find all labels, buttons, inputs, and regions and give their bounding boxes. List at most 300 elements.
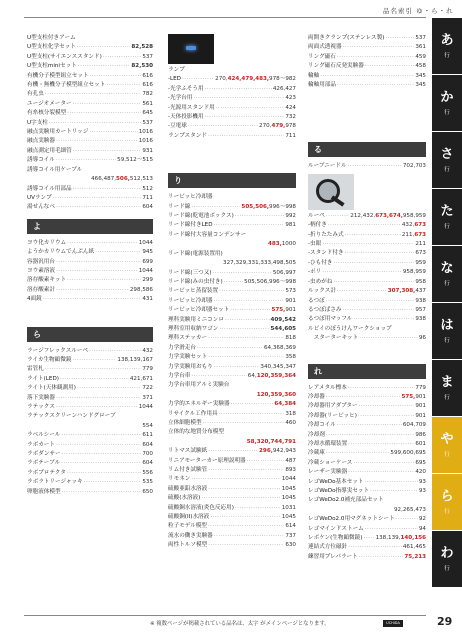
entry-pages: 561 [142,100,153,107]
entry-pages: 599,600,695 [390,450,426,457]
entry-name: 力学的エネルギー実験器 [168,401,230,408]
entry-name: U型支柱化学セット [27,44,76,51]
index-entry [168,325,296,334]
index-entry [308,334,426,343]
index-entry [168,122,296,131]
entry-name: 湯せんなべ [27,204,55,211]
entry-name: リービッヒ蒸留装置 [168,288,219,295]
entry-pages: 575,901 [401,393,426,400]
dot-leader [358,412,414,421]
entry-pages: 94 [418,525,426,532]
entry-list-ri [168,193,296,550]
entry-pages: 614 [285,523,296,530]
entry-name: U型支柱miniセット [27,63,77,70]
entry-name: ルビイのぼうけんワークショップ [308,325,392,332]
index-entry [27,394,153,403]
dot-leader [326,212,349,221]
index-nav: ゆ・ら・れ [416,7,454,15]
dot-leader [67,276,141,285]
dot-leader [191,372,246,381]
entry-name: -LED [168,76,181,83]
entry-list-ru [308,162,426,171]
dot-leader [78,62,131,71]
entry-name: レゴWeDo2.0補充部品セット [308,497,384,504]
entry-pages: 426,427 [272,85,296,92]
entry-pages: 604 [142,460,153,467]
dot-leader [106,81,141,90]
kana-tab-label: な [440,260,454,276]
entry-pages: 298,586 [129,286,153,293]
entry-pages: 1031 [281,504,296,511]
index-entry [308,287,426,296]
dot-leader [56,441,141,450]
entry-pages: 64,120,359,364 [247,372,296,379]
entry-name: 溶存酸素計 [27,286,55,293]
dot-leader [214,363,260,372]
entry-name: リード線付きLED [168,222,213,229]
index-entry [27,441,153,450]
entry-name: ラテックスクリーンハンドグローブ [27,413,116,420]
index-entry [168,447,296,456]
index-entry [168,113,296,122]
dot-leader [214,297,285,306]
entry-name: ラテックス [27,404,55,410]
index-entry [308,278,426,287]
entry-name: ライカ生物顕微鏡 [27,356,72,363]
index-entry [168,466,296,475]
entry-pages: 432 [142,347,153,354]
entry-name: リニアモーターカー原理説明器 [168,457,246,464]
dot-leader [208,466,284,475]
index-entry [168,522,296,531]
entry-pages: 645 [142,110,153,117]
entry-name: ライト(天体観測用) [27,385,76,392]
dot-leader [60,375,129,384]
entry-name: U型支柱(サイエンススタンド) [27,53,102,60]
dot-leader [396,515,418,524]
entry-name: 理科ステッカー [168,335,208,342]
entry-list-lamp [168,75,296,131]
dot-leader [214,221,285,230]
entry-pages: 58,320,744,791 [246,438,296,445]
entry-name: リービッヒ冷却器セット [168,307,230,314]
index-entry [168,85,296,94]
dot-leader [73,100,142,109]
entry-name: レゴWeDo基本セット [308,478,364,485]
index-entry [27,43,153,52]
index-entry [168,316,296,325]
entry-pages: 616 [142,82,153,89]
dot-leader [359,402,415,411]
index-entry [168,104,296,113]
entry-pages: 537 [142,119,153,126]
index-entry [308,62,426,71]
entry-name: ラベルシール [27,432,61,439]
entry-pages: 361 [415,44,426,51]
section-header-ri: り [168,173,296,188]
dot-leader [348,440,414,449]
entry-name: 冷却剤 [308,431,325,438]
entry-name: リング磁石反発実験器 [308,63,364,70]
index-entry [308,259,426,268]
entry-pages: 307,308,437 [387,288,426,295]
dot-leader [345,249,415,258]
dot-leader [77,43,131,52]
kana-tab-7[interactable] [432,360,462,417]
kana-tab-suffix: 行 [444,565,450,572]
entry-name: -虫めがね [308,278,333,285]
dot-leader [359,553,404,562]
entry-name: 硫酸(水溶液) [168,495,201,502]
dot-leader [56,394,141,403]
kana-tab-suffix: 行 [444,508,450,515]
column-1 [27,34,153,497]
entry-pages: 1044 [138,404,153,410]
kana-tab-1[interactable] [432,18,462,75]
dot-leader [328,221,401,230]
dot-leader [353,459,414,468]
dot-leader [353,315,414,324]
entry-pages: 64,368,369 [263,344,296,351]
index-entry [27,81,153,90]
entry-name: リード線付大容量コンデンサー [168,231,247,238]
entry-name: 冷却水循環装置 [308,440,348,447]
entry-list-ryo [308,34,426,90]
entry-name: スターターキット [308,335,359,342]
entry-name: 輪軸用部品 [308,82,336,89]
entry-name: -虫眼 [308,241,322,248]
entry-name: ランプスタンド [168,132,207,139]
entry-name: UVランプ [27,194,52,201]
entry-name: 硫酸銅(II)水溶液 [168,514,210,521]
entry-pages: 1045 [281,485,296,492]
dot-leader [89,347,141,356]
index-entry [27,119,153,128]
dot-leader [337,81,414,90]
index-entry [27,422,153,431]
index-entry [168,240,296,249]
dot-leader [322,240,414,249]
kana-tab-label: か [440,89,454,105]
entry-name: 融点実験用カートリッジ [27,129,89,136]
index-entry [308,534,426,543]
index-entry [168,494,296,503]
kana-side-tabs [432,18,462,588]
index-entry [168,541,296,550]
dot-leader [337,287,387,296]
dot-leader [84,478,142,487]
footer-note: ※ 複数ページが掲載されている品名は、太字 がメインページとなります。 [150,621,330,627]
index-entry [168,410,296,419]
entry-name: 卵胞液体模型 [27,488,61,495]
entry-pages: 779 [415,384,426,391]
dot-leader [77,384,141,393]
dot-leader [201,494,280,503]
entry-pages: 461,465 [402,544,426,551]
entry-name: ルーブニードル [308,163,347,170]
dot-leader [49,119,141,128]
index-entry [27,431,153,440]
index-entry [308,306,426,315]
dot-leader [348,543,402,552]
kana-tab-5[interactable] [432,246,462,303]
entry-pages: 901 [415,412,426,419]
index-entry [308,421,426,430]
entry-pages: 64,384 [274,401,296,408]
index-entry [27,488,153,497]
entry-name: レボケン(生物顕微鏡) [308,535,363,542]
entry-pages: 211,673 [401,231,426,238]
entry-name: -天体投影機用 [168,114,204,121]
entry-pages: 421,671 [129,375,153,382]
lamp-photo [168,34,214,64]
index-entry [27,137,153,146]
dot-leader [205,113,285,122]
entry-name: 冷蔵ショーケース [308,459,353,466]
dot-leader [62,450,142,459]
index-entry [168,334,296,343]
entry-name: リモネン [168,476,191,483]
entry-name: ヨウ素溶液 [27,267,55,274]
entry-name: 力学台車用アルミ実験台 [168,382,230,389]
index-entry [27,53,153,62]
entry-pages: 432,673 [401,222,426,229]
index-entry [168,391,296,400]
index-entry [308,297,426,306]
entry-name: 冷却器用アダプター [308,403,358,410]
dot-leader [326,431,415,440]
index-entry [168,513,296,522]
kana-tab-label: あ [440,32,454,48]
entry-name: 冷蔵庫 [308,450,325,457]
entry-name: 輪軸 [308,72,320,79]
entry-pages: 92 [418,516,426,523]
entry-name: ようかカリウムでんぷん紙 [27,249,95,256]
kana-tab-10[interactable] [432,531,462,588]
index-entry [27,72,153,81]
entry-name: 力学実験セット [168,354,208,361]
dot-leader [89,128,137,137]
index-entry [168,259,296,268]
entry-name: 4面鏡 [27,296,42,303]
entry-pages: 82,528 [131,44,153,51]
dot-leader [208,353,284,362]
index-entry [27,450,153,459]
entry-pages: 59,512〜515 [117,157,153,164]
entry-pages: 604 [142,441,153,448]
entry-pages: 512 [142,185,153,192]
entry-name: 力学滑走台 [168,344,196,351]
index-entry [27,347,153,356]
index-entry [168,438,296,447]
dot-leader [90,72,142,81]
index-header [383,6,454,15]
kana-tab-2[interactable] [432,75,462,132]
entry-name: ラボラトリージャッキ [27,479,83,486]
kana-tab-9[interactable] [432,474,462,531]
entry-pages: 138,139,167 [117,356,153,363]
entry-pages: 616 [142,72,153,79]
dot-leader [56,156,116,165]
entry-pages: 945 [142,249,153,256]
index-entry [168,94,296,103]
entry-pages: 299 [142,277,153,284]
entry-name: リード線(みの虫付き) [168,278,223,285]
entry-name: るつぼ用マッフル [308,316,353,323]
entry-name: -光学台用 [168,95,193,102]
index-entry [308,515,426,524]
entry-name: U字支柱 [27,119,48,126]
index-entry [308,525,426,534]
entry-list-yo [27,239,153,305]
entry-pages: 818 [285,335,296,342]
kana-tab-8[interactable] [432,417,462,474]
entry-name: リービッヒ冷却器 [168,297,213,304]
kana-tab-suffix: 行 [444,451,450,458]
kana-tab-suffix: 行 [444,166,450,173]
entry-name: るつぼ [308,297,325,304]
dot-leader [208,541,284,550]
entry-name: 誘導コイル用部品 [27,185,72,192]
entry-name: 理科室用収納ワゴン [168,325,219,332]
index-entry [168,457,296,466]
index-entry [308,221,426,230]
index-entry [27,90,153,99]
index-entry [168,419,296,428]
entry-name: 誘導コイル [27,157,55,164]
index-entry [27,356,153,365]
kana-tab-4[interactable] [432,189,462,246]
index-entry [27,375,153,384]
dot-leader [385,34,414,43]
entry-pages: 957 [415,306,426,313]
index-entry [168,278,296,287]
entry-pages: 483,1000 [267,241,296,248]
dot-leader [348,162,402,171]
index-entry [308,412,426,421]
kana-tab-suffix: 行 [444,109,450,116]
entry-name: 両面式透視器 [308,44,342,51]
entry-pages: 695 [415,459,426,466]
entry-pages: 505,506,996〜998 [241,203,296,210]
dot-leader [56,137,138,146]
dot-leader [45,365,142,374]
kana-tab-suffix: 行 [444,337,450,344]
dot-leader [210,513,281,522]
entry-pages: 270,479,978 [259,123,296,130]
index-entry [308,496,426,505]
entry-name: 連結式方位磁針 [308,544,348,551]
entry-name: 両性トルソ模型 [168,542,208,549]
index-entry [308,449,426,458]
dot-leader [203,419,285,428]
entry-pages: 711 [142,194,153,201]
index-entry [168,344,296,353]
entry-pages: 1044 [138,239,153,246]
entry-name: 力学台車 [168,372,191,379]
kana-tab-label: た [440,203,454,219]
kana-tab-suffix: 行 [444,280,450,287]
dot-leader [62,488,142,497]
kana-tab-suffix: 行 [444,223,450,230]
entry-pages: 611 [142,432,153,439]
kana-tab-label: さ [440,146,454,162]
index-entry [168,75,296,84]
dot-leader [45,90,142,99]
dot-leader [219,410,285,419]
index-entry [27,34,153,43]
entry-name: 融点測定用毛細管 [27,147,72,154]
entry-name: -折りたたみ式 [308,231,344,238]
entry-name: ライト(LED) [27,375,59,382]
index-entry [27,295,153,304]
entry-pages: 93 [418,488,426,494]
entry-pages: 544,605 [270,325,296,332]
dot-leader [326,393,401,402]
dot-leader [343,306,415,315]
section-header-ra: ら [27,327,153,342]
dot-leader [208,132,284,141]
dot-leader [333,259,414,268]
entry-name: ラボカート [27,441,55,448]
entry-pages: 537 [415,35,426,41]
dot-leader [345,231,401,240]
entry-name: 理科実験用ミニコンロ [168,316,224,323]
entry-name: 誘導コイル用ケーブル [27,166,83,173]
index-entry [308,72,426,81]
entry-pages: 487 [285,457,296,464]
dot-leader [370,487,418,496]
dot-leader [191,203,240,212]
entry-pages: 458 [415,63,426,70]
entry-pages: 92,265,473 [393,506,426,513]
dot-leader [231,400,274,409]
dot-leader [235,212,284,221]
index-entry [168,372,296,381]
loupe-photo [308,174,354,210]
dot-leader [61,459,141,468]
entry-pages: 604,709 [402,422,426,429]
entry-pages: 1044 [138,267,153,274]
entry-name: 練習用プレパラート [308,553,358,560]
kana-tab-label: は [440,317,454,333]
index-entry [168,306,296,315]
index-entry [308,384,426,393]
entry-name: ルックス計 [308,288,336,295]
entry-pages: 212,432,673,674,958,959 [350,212,426,219]
dot-leader [343,43,415,52]
dot-leader [197,344,263,353]
entry-name: 両開きクランプ(ステンレス製) [308,35,385,41]
index-entry [308,249,426,258]
index-entry [27,276,153,285]
kana-tab-6[interactable] [432,303,462,360]
entry-pages: 699 [142,258,153,265]
entry-pages: 466,487,506,512,513 [91,176,153,183]
entry-pages: 96 [418,335,426,342]
entry-name: 有機・無機分子模型組立セット [27,82,106,89]
entry-pages: 211 [415,241,426,248]
entry-name: リード線 [168,203,191,210]
entry-pages: 138,139,140,156 [375,535,426,542]
entry-name: -豆電球 [168,123,187,130]
index-entry [168,353,296,362]
kana-tab-suffix: 行 [444,394,450,401]
entry-name: 硫酸亜鉛水溶液 [168,485,208,492]
kana-tab-3[interactable] [432,132,462,189]
entry-name: レゴWeDo指導実セット [308,488,370,494]
entry-pages: 535 [142,479,153,486]
